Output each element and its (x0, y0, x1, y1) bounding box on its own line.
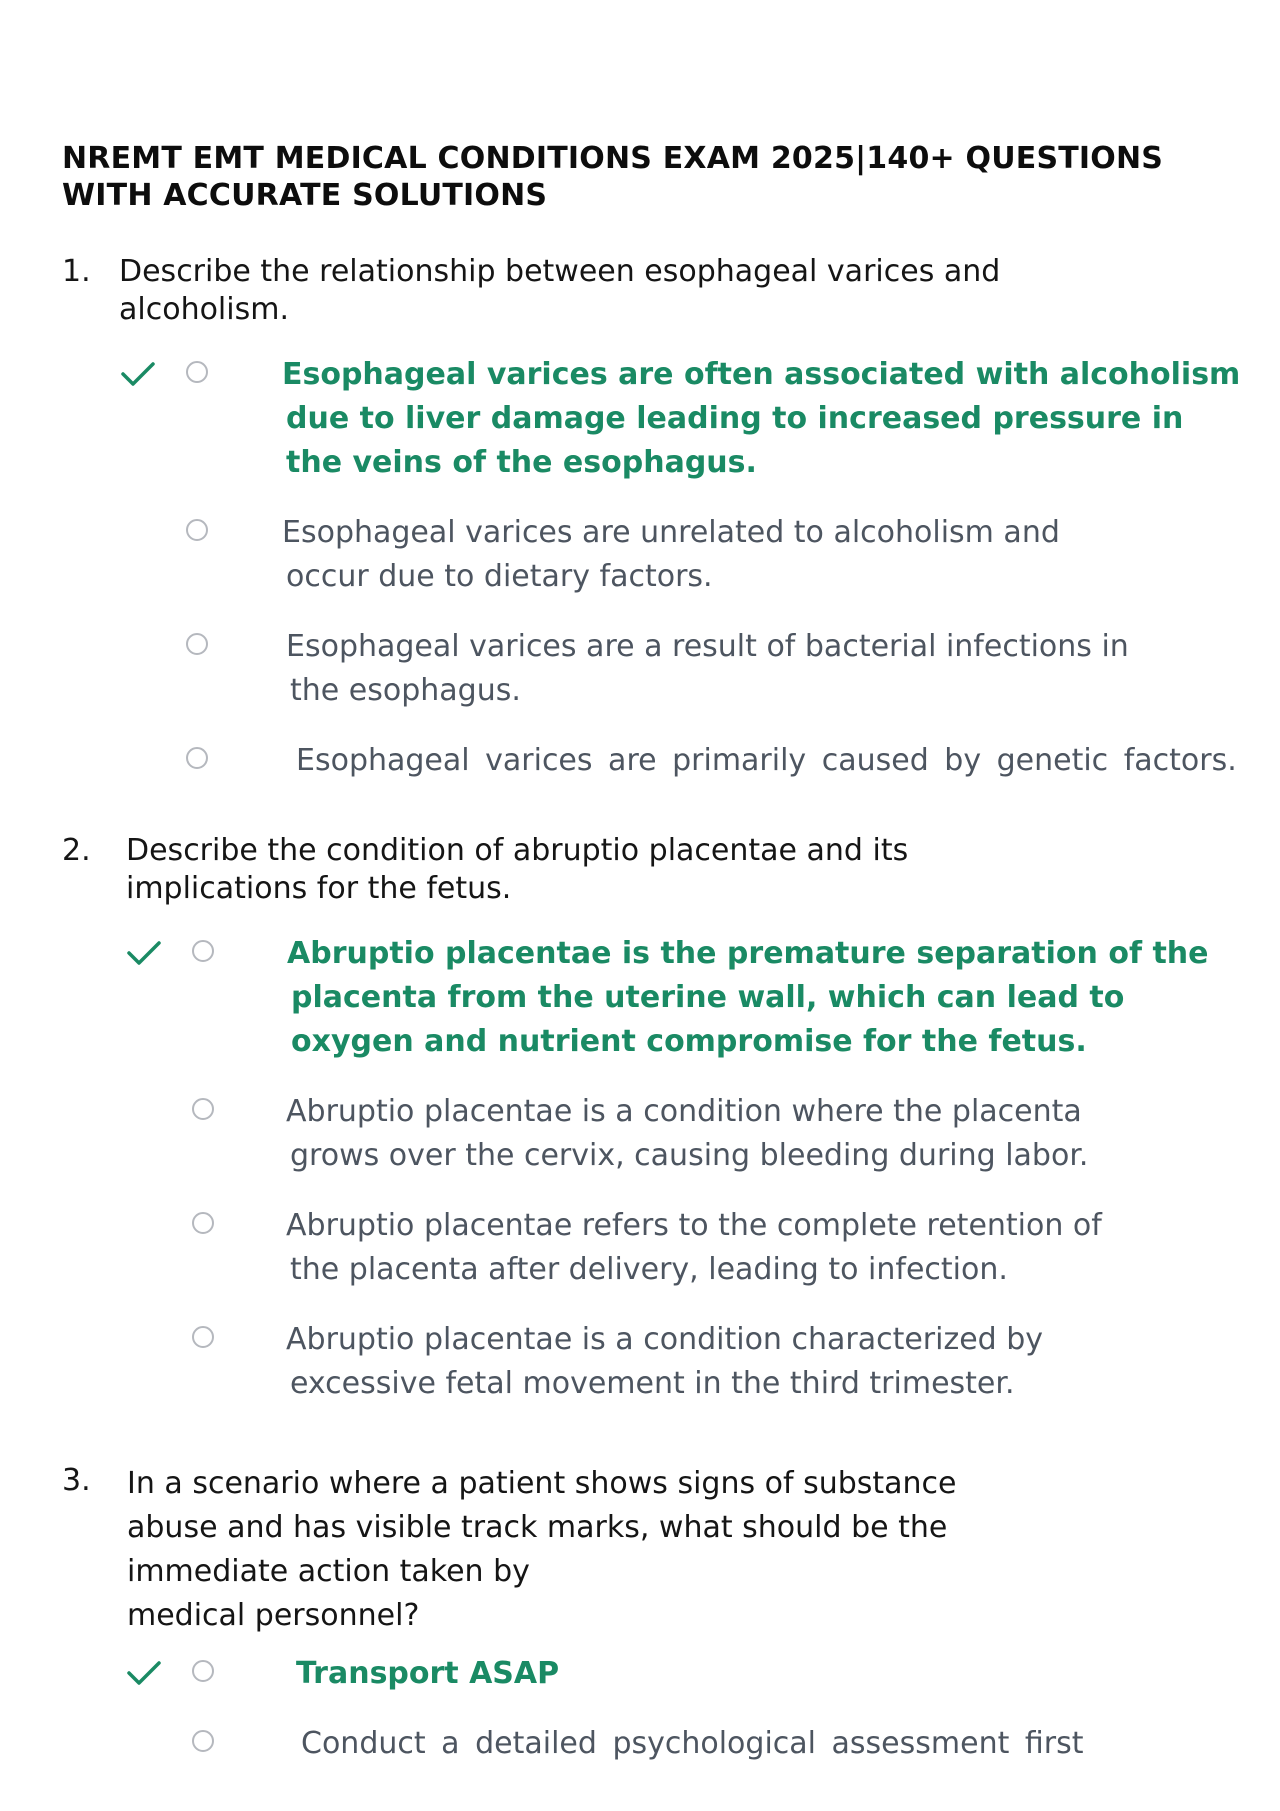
option-text (287, 932, 1280, 1064)
radio-icon[interactable] (192, 1730, 214, 1752)
radio-icon[interactable] (186, 747, 208, 769)
document-title: NREMT EMT MEDICAL CONDITIONS EXAM 2025|140+ QUESTIONS WITH ACCURATE SOLUTIONS (62, 141, 1164, 213)
radio-icon[interactable] (192, 1326, 214, 1348)
question-number: 3. (62, 1463, 91, 1498)
question-3 (62, 1462, 1212, 1802)
option-text (282, 511, 1280, 599)
option-line: grows over the cervix, causing bleeding during labor. (290, 1138, 1089, 1173)
option-line: the veins of the esophagus. (286, 445, 757, 480)
radio-icon[interactable] (192, 940, 214, 962)
radio-icon[interactable] (186, 633, 208, 655)
option-line: Abruptio placentae refers to the complete retention of (286, 1208, 1102, 1243)
question-text: In a scenario where a patient shows signs of substance abuse and has visible track marks, what should be the immediate action taken by medical personnel? (127, 1466, 957, 1633)
question-number: 2. (62, 833, 91, 868)
option-line: Abruptio placentae is the premature separation of the (287, 936, 1209, 971)
question-text: Describe the condition of abruptio placentae and its implications for the fetus. (126, 833, 909, 906)
question-number: 1. (62, 254, 91, 289)
option-text (286, 1204, 1280, 1292)
option-line: Abruptio placentae is a condition where the placenta (286, 1094, 1082, 1129)
radio-icon[interactable] (192, 1098, 214, 1120)
radio-icon[interactable] (186, 519, 208, 541)
option-text (286, 625, 1280, 713)
radio-icon[interactable] (186, 361, 208, 383)
option-line: placenta from the uterine wall, which can lead to (291, 980, 1125, 1015)
option-text (286, 1318, 1280, 1406)
option-line: due to liver damage leading to increased pressure in (286, 401, 1184, 436)
question-text: Describe the relationship between esophageal varices and alcoholism. (119, 254, 1001, 327)
option-line: oxygen and nutrient compromise for the fetus. (291, 1024, 1087, 1059)
option-text: Esophageal varices are primarily caused by genetic factors. (296, 743, 1237, 778)
option-text (282, 353, 1280, 485)
question-2 (62, 832, 1212, 1432)
option-line: the esophagus. (290, 673, 521, 708)
option-text: Transport ASAP (296, 1656, 560, 1691)
option-line: the placenta after delivery, leading to infection. (290, 1252, 1008, 1287)
checkmark-icon (126, 1658, 162, 1688)
option-line: excessive fetal movement in the third trimester. (290, 1366, 1015, 1401)
checkmark-icon (126, 938, 162, 968)
radio-icon[interactable] (192, 1212, 214, 1234)
option-text (286, 1090, 1280, 1178)
option-line: Abruptio placentae is a condition characterized by (286, 1322, 1044, 1357)
option-line: Esophageal varices are unrelated to alcoholism and (282, 515, 1060, 550)
option-line: Esophageal varices are a result of bacterial infections in (286, 629, 1129, 664)
option-line: Esophageal varices are often associated with alcoholism (282, 357, 1241, 392)
question-1 (62, 253, 1241, 813)
radio-icon[interactable] (192, 1660, 214, 1682)
option-line: occur due to dietary factors. (286, 559, 713, 594)
option-text: Conduct a detailed psychological assessment first (301, 1726, 1084, 1761)
checkmark-icon (120, 359, 156, 389)
